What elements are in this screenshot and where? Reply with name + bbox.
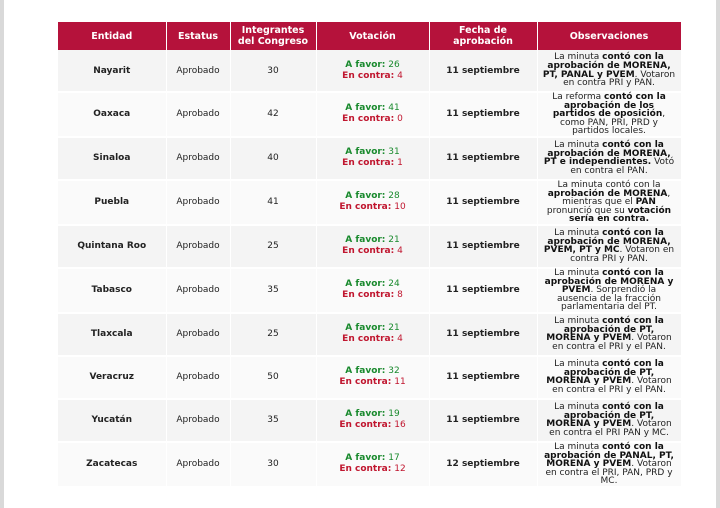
header-votacion: Votación <box>316 22 429 50</box>
vote-favor <box>321 60 425 71</box>
cell-fecha: 11 septiembre <box>429 313 537 356</box>
favor-count: 21 <box>388 323 400 334</box>
favor-label: A favor: <box>345 323 386 334</box>
obs-text: La reforma <box>552 92 605 102</box>
cell-integrantes: 35 <box>230 268 316 313</box>
obs-highlight: contó con la aprobación de MORENA y PVEM <box>544 267 674 296</box>
cell-observaciones <box>537 356 681 399</box>
obs-highlight: contó con la aprobación de MORENA, PT, PANAL y PVEM <box>542 52 671 80</box>
table-row <box>58 268 681 313</box>
favor-label: A favor: <box>345 191 386 202</box>
obs-highlight: votación sería en contra. <box>569 205 672 225</box>
vote-favor <box>321 453 425 464</box>
cell-entidad: Yucatán <box>58 399 166 442</box>
cell-votacion <box>316 313 429 356</box>
vote-contra <box>321 71 425 82</box>
contra-count: 11 <box>394 377 406 388</box>
cell-fecha: 11 septiembre <box>429 92 537 137</box>
vote-contra <box>321 464 425 475</box>
table-row <box>58 137 681 180</box>
table-row <box>58 50 681 92</box>
favor-count: 28 <box>388 191 400 202</box>
obs-text: La minuta contó con la <box>557 179 661 190</box>
cell-votacion <box>316 180 429 225</box>
cell-observaciones <box>537 180 681 225</box>
vote-favor <box>321 191 425 202</box>
cell-votacion <box>316 92 429 137</box>
contra-label: En contra: <box>342 290 395 301</box>
vote-favor <box>321 366 425 377</box>
obs-highlight: contó con la aprobación de MORENA, PVEM, PT y MC <box>543 228 671 256</box>
vote-contra <box>321 158 425 169</box>
table-row <box>58 92 681 137</box>
obs-text: , como PAN, PRI, PRD y partidos locales. <box>560 109 666 137</box>
obs-text: La minuta <box>554 441 603 452</box>
obs-highlight: contó con la aprobación de los partidos de oposición <box>552 92 666 120</box>
favor-count: 26 <box>388 59 400 70</box>
cell-fecha: 11 septiembre <box>429 50 537 92</box>
vote-favor <box>321 103 425 114</box>
cell-integrantes: 50 <box>230 356 316 399</box>
vote-contra <box>321 202 425 213</box>
cell-votacion <box>316 225 429 268</box>
contra-label: En contra: <box>342 70 395 81</box>
favor-label: A favor: <box>345 409 386 420</box>
page-right-edge <box>716 0 720 508</box>
vote-favor <box>321 323 425 334</box>
cell-fecha: 11 septiembre <box>429 268 537 313</box>
favor-count: 17 <box>388 453 400 464</box>
cell-estatus: Aprobado <box>166 313 230 356</box>
cell-observaciones <box>537 137 681 180</box>
obs-text: . Votaron en contra el PRI PAN y MC. <box>549 419 672 438</box>
cell-estatus: Aprobado <box>166 92 230 137</box>
cell-entidad: Sinaloa <box>58 137 166 180</box>
obs-text: Votó en contra el PAN. <box>570 157 675 177</box>
obs-highlight: contó con la aprobación de PANAL, PT, MORENA y PVEM <box>544 441 674 470</box>
favor-label: A favor: <box>345 147 386 158</box>
favor-count: 19 <box>388 409 400 420</box>
contra-count: 12 <box>394 464 406 475</box>
obs-highlight: contó con la aprobación de PT, MORENA y PVEM <box>546 316 664 344</box>
obs-text: La minuta <box>554 316 603 327</box>
cell-integrantes: 40 <box>230 137 316 180</box>
obs-text: . Votaron en contra PRI y PAN. <box>563 69 676 89</box>
obs-highlight: PAN <box>635 197 656 208</box>
vote-contra <box>321 246 425 257</box>
favor-label: A favor: <box>345 235 386 246</box>
cell-fecha: 11 septiembre <box>429 399 537 442</box>
header-integrantes: Integrantes del Congreso <box>230 22 316 50</box>
contra-count: 1 <box>397 158 403 169</box>
obs-text: pronunció que su <box>546 205 628 216</box>
obs-text: . Votaron en contra PRI y PAN. <box>570 245 675 265</box>
cell-entidad: Tlaxcala <box>58 313 166 356</box>
table-row <box>58 399 681 442</box>
cell-observaciones <box>537 442 681 487</box>
favor-label: A favor: <box>345 453 386 464</box>
cell-observaciones <box>537 313 681 356</box>
favor-count: 41 <box>388 103 400 114</box>
header-estatus: Estatus <box>166 22 230 50</box>
vote-favor <box>321 235 425 246</box>
cell-votacion <box>316 137 429 180</box>
favor-count: 24 <box>388 279 400 290</box>
cell-votacion <box>316 399 429 442</box>
contra-label: En contra: <box>342 114 395 125</box>
contra-count: 4 <box>397 334 403 345</box>
cell-integrantes: 41 <box>230 180 316 225</box>
contra-count: 10 <box>394 202 406 213</box>
favor-label: A favor: <box>345 103 386 114</box>
vote-favor <box>321 279 425 290</box>
cell-integrantes: 30 <box>230 442 316 487</box>
cell-integrantes: 35 <box>230 399 316 442</box>
contra-count: 8 <box>397 290 403 301</box>
cell-estatus: Aprobado <box>166 225 230 268</box>
contra-label: En contra: <box>342 158 395 169</box>
favor-label: A favor: <box>345 279 386 290</box>
vote-contra <box>321 334 425 345</box>
contra-count: 4 <box>397 70 403 81</box>
cell-votacion <box>316 356 429 399</box>
favor-count: 21 <box>388 235 400 246</box>
obs-text: La minuta <box>554 359 603 370</box>
cell-entidad: Tabasco <box>58 268 166 313</box>
approval-table <box>58 22 682 488</box>
cell-estatus: Aprobado <box>166 50 230 92</box>
obs-text: . Votaron en contra el PRI y el PAN. <box>552 333 672 352</box>
table-row <box>58 180 681 225</box>
cell-fecha: 11 septiembre <box>429 356 537 399</box>
obs-highlight: contó con la aprobación de MORENA, PT e independientes. <box>543 140 671 168</box>
favor-label: A favor: <box>345 59 386 70</box>
table-row <box>58 356 681 399</box>
cell-fecha: 11 septiembre <box>429 180 537 225</box>
obs-highlight: aprobación de MORENA <box>547 188 668 199</box>
cell-fecha: 11 septiembre <box>429 225 537 268</box>
cell-observaciones <box>537 92 681 137</box>
vote-contra <box>321 420 425 431</box>
cell-entidad: Nayarit <box>58 50 166 92</box>
obs-text: La minuta <box>554 140 603 151</box>
cell-entidad: Veracruz <box>58 356 166 399</box>
vote-contra <box>321 377 425 388</box>
cell-integrantes: 42 <box>230 92 316 137</box>
favor-label: A favor: <box>345 366 386 377</box>
contra-label: En contra: <box>339 420 392 431</box>
cell-entidad: Quintana Roo <box>58 225 166 268</box>
table-row <box>58 442 681 487</box>
favor-count: 31 <box>388 147 400 158</box>
contra-count: 0 <box>397 114 403 125</box>
obs-highlight: contó con la aprobación de PT, MORENA y PVEM <box>546 359 664 387</box>
page-left-edge <box>0 0 4 508</box>
vote-contra <box>321 290 425 301</box>
table-row <box>58 313 681 356</box>
vote-contra <box>321 114 425 125</box>
cell-integrantes: 30 <box>230 50 316 92</box>
obs-text: La minuta <box>554 267 603 278</box>
obs-text: La minuta <box>554 228 603 239</box>
cell-entidad: Oaxaca <box>58 92 166 137</box>
cell-estatus: Aprobado <box>166 180 230 225</box>
header-observaciones: Observaciones <box>537 22 681 50</box>
obs-text: . Votaron en contra el PRI y el PAN. <box>552 376 672 395</box>
cell-votacion <box>316 268 429 313</box>
obs-text: . Sorprendió la ausencia de la fracción parlamentaria del PT. <box>557 285 661 313</box>
header-entidad: Entidad <box>58 22 166 50</box>
cell-observaciones <box>537 268 681 313</box>
cell-estatus: Aprobado <box>166 356 230 399</box>
table-row <box>58 225 681 268</box>
cell-fecha: 11 septiembre <box>429 137 537 180</box>
contra-label: En contra: <box>339 464 392 475</box>
obs-text: La minuta <box>554 52 603 63</box>
table-body <box>58 50 681 487</box>
header-row <box>58 22 681 50</box>
contra-label: En contra: <box>342 334 395 345</box>
obs-highlight: contó con la aprobación de PT, MORENA y PVEM <box>546 402 664 430</box>
cell-observaciones <box>537 50 681 92</box>
obs-text: , mientras que el <box>562 188 671 208</box>
contra-count: 4 <box>397 246 403 257</box>
cell-estatus: Aprobado <box>166 399 230 442</box>
cell-observaciones <box>537 399 681 442</box>
cell-estatus: Aprobado <box>166 137 230 180</box>
header-fecha: Fecha de aprobación <box>429 22 537 50</box>
obs-text: . Votaron en contra el PRI, PAN, PRD y MC. <box>545 459 673 487</box>
cell-votacion <box>316 442 429 487</box>
cell-fecha: 12 septiembre <box>429 442 537 487</box>
vote-favor <box>321 409 425 420</box>
cell-estatus: Aprobado <box>166 442 230 487</box>
cell-observaciones <box>537 225 681 268</box>
cell-integrantes: 25 <box>230 225 316 268</box>
cell-votacion <box>316 50 429 92</box>
favor-count: 32 <box>388 366 400 377</box>
cell-estatus: Aprobado <box>166 268 230 313</box>
cell-integrantes: 25 <box>230 313 316 356</box>
contra-label: En contra: <box>339 377 392 388</box>
contra-count: 16 <box>394 420 406 431</box>
vote-favor <box>321 147 425 158</box>
cell-entidad: Puebla <box>58 180 166 225</box>
contra-label: En contra: <box>342 246 395 257</box>
contra-label: En contra: <box>339 202 392 213</box>
obs-text: La minuta <box>554 402 603 413</box>
cell-entidad: Zacatecas <box>58 442 166 487</box>
